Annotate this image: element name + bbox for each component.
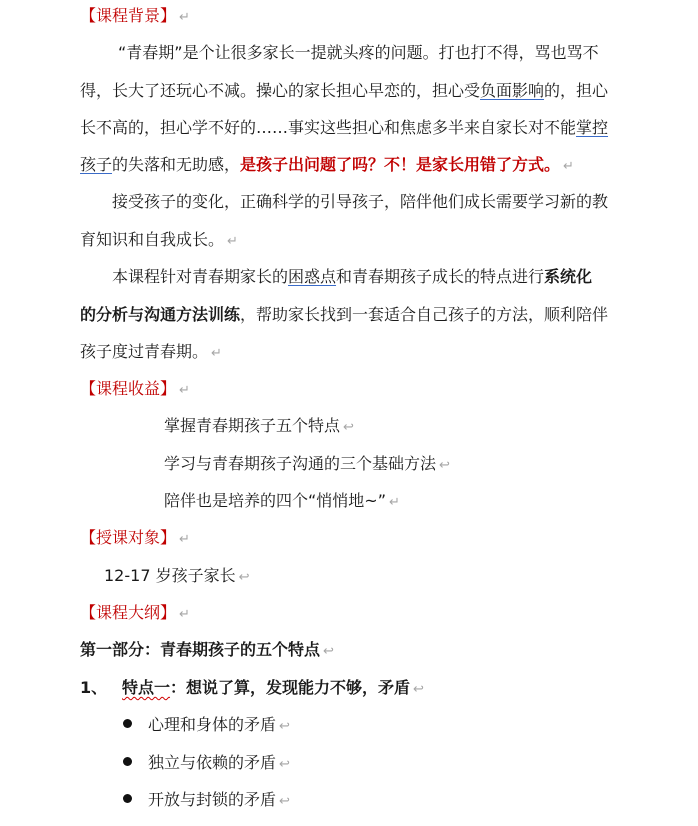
paragraph-mark: ↵ [389, 495, 400, 510]
outline-bullet-item [148, 715, 290, 737]
text-run: 本课程针对青春期家长的 [112, 267, 289, 286]
line-mark: ↩ [439, 458, 450, 473]
text-run: 的失落和无助感， [112, 155, 241, 174]
text-run: 的，担心 [544, 81, 609, 100]
text-run: “青春期”是个让很多家长一提就头疼的问题。打也打不得，骂也骂不 [118, 43, 599, 62]
outline-part-title [80, 640, 334, 662]
heading-text: 【授课对象】 [80, 528, 177, 547]
heading-text: 【课程大纲】 [80, 603, 177, 622]
paragraph-mark: ↵ [179, 10, 190, 25]
text-run: 和青春期孩子成长的特点进行 [336, 267, 545, 286]
text-run: 长不高的，担心学不好的……事实这些担心和焦虑多半来自家长对不能 [80, 118, 577, 137]
bullet-dot [123, 794, 132, 803]
text-run: 得，长大了还玩心不减。操心的家长担心早恋的，担心受 [80, 81, 481, 100]
text-run: 1、 [80, 678, 108, 697]
line-mark: ↩ [279, 794, 290, 809]
emphasis-text: 是孩子出问题了吗？不！是家长用错了方式。 [240, 155, 561, 174]
benefit-item [164, 491, 400, 513]
outline-bullet-item [148, 753, 290, 775]
background-line-1 [118, 43, 599, 63]
underlined-text: 负面影响 [480, 81, 545, 100]
line-mark: ↩ [238, 570, 250, 585]
text-run: 心理和身体的矛盾 [148, 715, 277, 734]
text-run: ：想说了算，发现能力不够，矛盾 [170, 678, 411, 697]
section-heading-outline [80, 603, 190, 625]
bold-text: 的分析与沟通方法训练 [80, 305, 241, 324]
bold-text: 系统化 [544, 267, 593, 286]
background-p3-line-2 [80, 305, 608, 325]
paragraph-mark: ↵ [563, 159, 574, 174]
line-mark: ↩ [343, 420, 354, 435]
underlined-text: 孩子 [80, 155, 113, 174]
line-mark: ↩ [279, 719, 290, 734]
background-line-4 [80, 155, 574, 177]
audience-text [104, 566, 250, 588]
section-heading-benefits [80, 379, 190, 401]
outline-bullet-item [148, 790, 290, 812]
outline-item-number [80, 678, 107, 698]
heading-text: 【课程背景】 [80, 6, 177, 25]
text-run: 开放与封锁的矛盾 [148, 790, 277, 809]
paragraph-mark: ↵ [227, 234, 238, 249]
text-run: 第一部分：青春期孩子的五个特点 [80, 640, 321, 659]
text-run: 学习与青春期孩子沟通的三个基础方法 [164, 454, 437, 473]
benefit-item [164, 416, 354, 438]
text-run: 接受孩子的变化，正确科学的引导孩子，陪伴他们成长需要学习新的教 [112, 192, 609, 211]
section-heading-audience [80, 528, 190, 550]
bullet-dot [123, 757, 132, 766]
text-run: 12-17 岁孩子家长 [104, 566, 236, 585]
paragraph-mark: ↵ [179, 607, 190, 622]
section-heading-background [80, 6, 190, 28]
heading-text: 【课程收益】 [80, 379, 177, 398]
text-run: 掌握青春期孩子五个特点 [164, 416, 341, 435]
background-line-3 [80, 118, 608, 138]
line-mark: ↩ [413, 682, 424, 697]
line-mark: ↩ [323, 644, 334, 659]
text-run: 育知识和自我成长。 [80, 230, 225, 249]
background-p2-line-2 [80, 230, 238, 252]
background-p3-line-3 [80, 342, 222, 364]
text-run: ，帮助家长找到一套适合自己孩子的方法，顺利陪伴 [240, 305, 609, 324]
outline-item-1 [122, 678, 424, 700]
background-line-2 [80, 81, 608, 101]
paragraph-mark: ↵ [179, 383, 190, 398]
bullet-dot [123, 719, 132, 728]
text-run: 孩子度过青春期。 [80, 342, 209, 361]
benefit-item [164, 454, 450, 476]
line-mark: ↩ [279, 757, 290, 772]
underlined-text: 困惑点 [288, 267, 337, 286]
underlined-text: 掌控 [576, 118, 609, 137]
background-p3-line-1 [112, 267, 592, 287]
paragraph-mark: ↵ [179, 532, 190, 547]
text-run: 陪伴也是培养的四个“悄悄地~” [164, 491, 386, 510]
paragraph-mark: ↵ [211, 346, 222, 361]
text-run: 独立与依赖的矛盾 [148, 753, 277, 772]
background-p2-line-1 [112, 192, 608, 212]
spellcheck-text: 特点一 [122, 678, 171, 697]
